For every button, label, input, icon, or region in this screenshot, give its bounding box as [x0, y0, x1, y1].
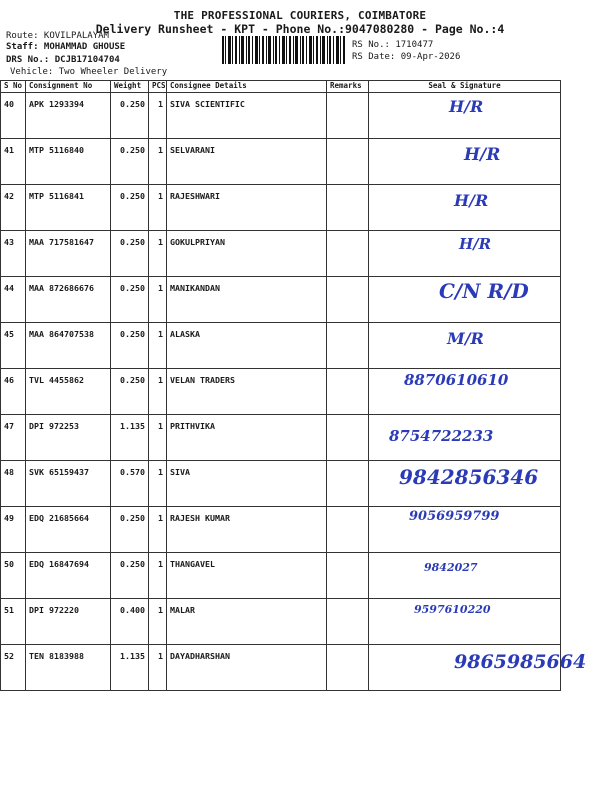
- remarks-cell: [327, 277, 369, 323]
- col-sno: S No: [1, 81, 26, 93]
- vehicle-text: Vehicle: Two Wheeler Delivery: [10, 67, 168, 77]
- sno-cell: 41: [1, 139, 26, 185]
- handwritten-signature: 9597610220: [414, 603, 491, 616]
- remarks-cell: [327, 599, 369, 645]
- pcs-cell: 1: [149, 93, 167, 139]
- pcs-cell: 1: [149, 599, 167, 645]
- runsheet-subtitle: Delivery Runsheet - KPT - Phone No.:9047080280 - Page No.:4: [95, 22, 505, 36]
- pcs-cell: 1: [149, 139, 167, 185]
- weight-cell: 0.250: [111, 93, 149, 139]
- rs-number: RS No.: 1710477: [352, 40, 434, 50]
- consignment-cell: MTP 5116840: [26, 139, 111, 185]
- table-row: [1, 323, 561, 369]
- barcode-graphic: [222, 36, 346, 64]
- sno-cell: 44: [1, 277, 26, 323]
- col-consignment: Consignment No: [26, 81, 111, 93]
- handwritten-signature: 9865985664: [454, 651, 587, 673]
- signature-cell: [369, 507, 561, 553]
- sno-cell: 51: [1, 599, 26, 645]
- signature-cell: [369, 277, 561, 323]
- handwritten-signature: H/R: [459, 235, 492, 253]
- signature-cell: [369, 645, 587, 691]
- pcs-cell: 1: [149, 185, 167, 231]
- consignee-cell: SIVA SCIENTIFIC: [167, 93, 327, 139]
- consignee-cell: RAJESH KUMAR: [167, 507, 327, 553]
- weight-cell: 0.250: [111, 507, 149, 553]
- handwritten-signature: 8870610610: [404, 371, 509, 389]
- consignee-cell: THANGAVEL: [167, 553, 327, 599]
- weight-cell: 0.250: [111, 369, 149, 415]
- consignment-cell: DPI 972253: [26, 415, 111, 461]
- weight-cell: 0.250: [111, 553, 149, 599]
- consignee-cell: MALAR: [167, 599, 327, 645]
- consignment-cell: APK 1293394: [26, 93, 111, 139]
- handwritten-signature: H/R: [449, 97, 484, 116]
- handwritten-signature: 9842027: [424, 561, 478, 574]
- pcs-cell: 1: [149, 507, 167, 553]
- handwritten-signature: 8754722233: [389, 427, 494, 445]
- handwritten-signature: C/N R/D: [439, 279, 529, 303]
- remarks-cell: [327, 93, 369, 139]
- remarks-cell: [327, 553, 369, 599]
- col-weight: Weight: [111, 81, 149, 93]
- remarks-cell: [327, 231, 369, 277]
- signature-cell: [369, 93, 561, 139]
- signature-cell: [369, 599, 561, 645]
- remarks-cell: [327, 415, 369, 461]
- sno-cell: 45: [1, 323, 26, 369]
- weight-cell: 0.250: [111, 277, 149, 323]
- table-row: [1, 231, 561, 277]
- weight-cell: 0.250: [111, 185, 149, 231]
- consignee-cell: ALASKA: [167, 323, 327, 369]
- pcs-cell: 1: [149, 461, 167, 507]
- staff-text: Staff: MOHAMMAD GHOUSE: [6, 42, 126, 52]
- table-row: [1, 369, 561, 415]
- remarks-cell: [327, 185, 369, 231]
- consignment-cell: MAA 872686676: [26, 277, 111, 323]
- signature-cell: [369, 323, 561, 369]
- pcs-cell: 1: [149, 231, 167, 277]
- sno-cell: 40: [1, 93, 26, 139]
- sno-cell: 43: [1, 231, 26, 277]
- signature-cell: [369, 415, 561, 461]
- col-signature: Seal & Signature: [369, 81, 561, 93]
- col-pcs: PCS: [149, 81, 167, 93]
- signature-cell: [369, 231, 561, 277]
- remarks-cell: [327, 323, 369, 369]
- remarks-cell: [327, 507, 369, 553]
- remarks-cell: [327, 461, 369, 507]
- consignee-cell: RAJESHWARI: [167, 185, 327, 231]
- consignment-cell: TEN 8183988: [26, 645, 111, 691]
- table-row: [1, 599, 561, 645]
- signature-cell: [369, 369, 561, 415]
- pcs-cell: 1: [149, 369, 167, 415]
- pcs-cell: 1: [149, 323, 167, 369]
- sno-cell: 46: [1, 369, 26, 415]
- weight-cell: 0.250: [111, 231, 149, 277]
- weight-cell: 0.250: [111, 323, 149, 369]
- consignment-cell: MAA 864707538: [26, 323, 111, 369]
- consignee-cell: SIVA: [167, 461, 327, 507]
- consignment-cell: DPI 972220: [26, 599, 111, 645]
- table-row: [1, 461, 561, 507]
- handwritten-signature: H/R: [454, 191, 489, 210]
- table-row: [1, 93, 561, 139]
- consignee-cell: SELVARANI: [167, 139, 327, 185]
- handwritten-signature: 9056959799: [409, 509, 500, 524]
- company-title: THE PROFESSIONAL COURIERS, COIMBATORE: [173, 9, 427, 22]
- col-remarks: Remarks: [327, 81, 369, 93]
- sno-cell: 49: [1, 507, 26, 553]
- consignment-cell: MTP 5116841: [26, 185, 111, 231]
- weight-cell: 1.135: [111, 415, 149, 461]
- consignment-cell: EDQ 21685664: [26, 507, 111, 553]
- pcs-cell: 1: [149, 553, 167, 599]
- table-row: [1, 185, 561, 231]
- remarks-cell: [327, 139, 369, 185]
- rs-date: RS Date: 09-Apr-2026: [352, 52, 461, 62]
- table-row: [1, 645, 561, 691]
- sno-cell: 52: [1, 645, 26, 691]
- consignee-cell: PRITHVIKA: [167, 415, 327, 461]
- weight-cell: 0.250: [111, 139, 149, 185]
- table-row: [1, 415, 561, 461]
- consignment-cell: SVK 65159437: [26, 461, 111, 507]
- signature-cell: [369, 461, 561, 507]
- table-row: [1, 507, 561, 553]
- handwritten-signature: 9842856346: [399, 465, 539, 489]
- table-row: [1, 139, 561, 185]
- weight-cell: 0.400: [111, 599, 149, 645]
- col-consignee: Consignee Details: [167, 81, 327, 93]
- consignee-cell: DAYADHARSHAN: [167, 645, 327, 691]
- signature-cell: [369, 139, 561, 185]
- signature-cell: [369, 185, 561, 231]
- pcs-cell: 1: [149, 277, 167, 323]
- drs-number: DRS No.: DCJB17104704: [6, 55, 120, 65]
- remarks-cell: [327, 369, 369, 415]
- sno-cell: 48: [1, 461, 26, 507]
- route-text: Route: KOVILPALAYAM: [6, 31, 109, 41]
- remarks-cell: [327, 645, 369, 691]
- runsheet-table: [0, 80, 587, 691]
- weight-cell: 1.135: [111, 645, 149, 691]
- handwritten-signature: H/R: [464, 145, 501, 165]
- signature-cell: [369, 553, 561, 599]
- weight-cell: 0.570: [111, 461, 149, 507]
- pcs-cell: 1: [149, 415, 167, 461]
- sno-cell: 50: [1, 553, 26, 599]
- consignment-cell: TVL 4455862: [26, 369, 111, 415]
- consignee-cell: VELAN TRADERS: [167, 369, 327, 415]
- handwritten-signature: M/R: [447, 329, 484, 348]
- consignment-cell: MAA 717581647: [26, 231, 111, 277]
- consignee-cell: GOKULPRIYAN: [167, 231, 327, 277]
- sno-cell: 42: [1, 185, 26, 231]
- table-row: [1, 553, 561, 599]
- table-row: [1, 277, 561, 323]
- consignee-cell: MANIKANDAN: [167, 277, 327, 323]
- pcs-cell: 1: [149, 645, 167, 691]
- sno-cell: 47: [1, 415, 26, 461]
- consignment-cell: EDQ 16847694: [26, 553, 111, 599]
- table-header-row: [1, 81, 561, 93]
